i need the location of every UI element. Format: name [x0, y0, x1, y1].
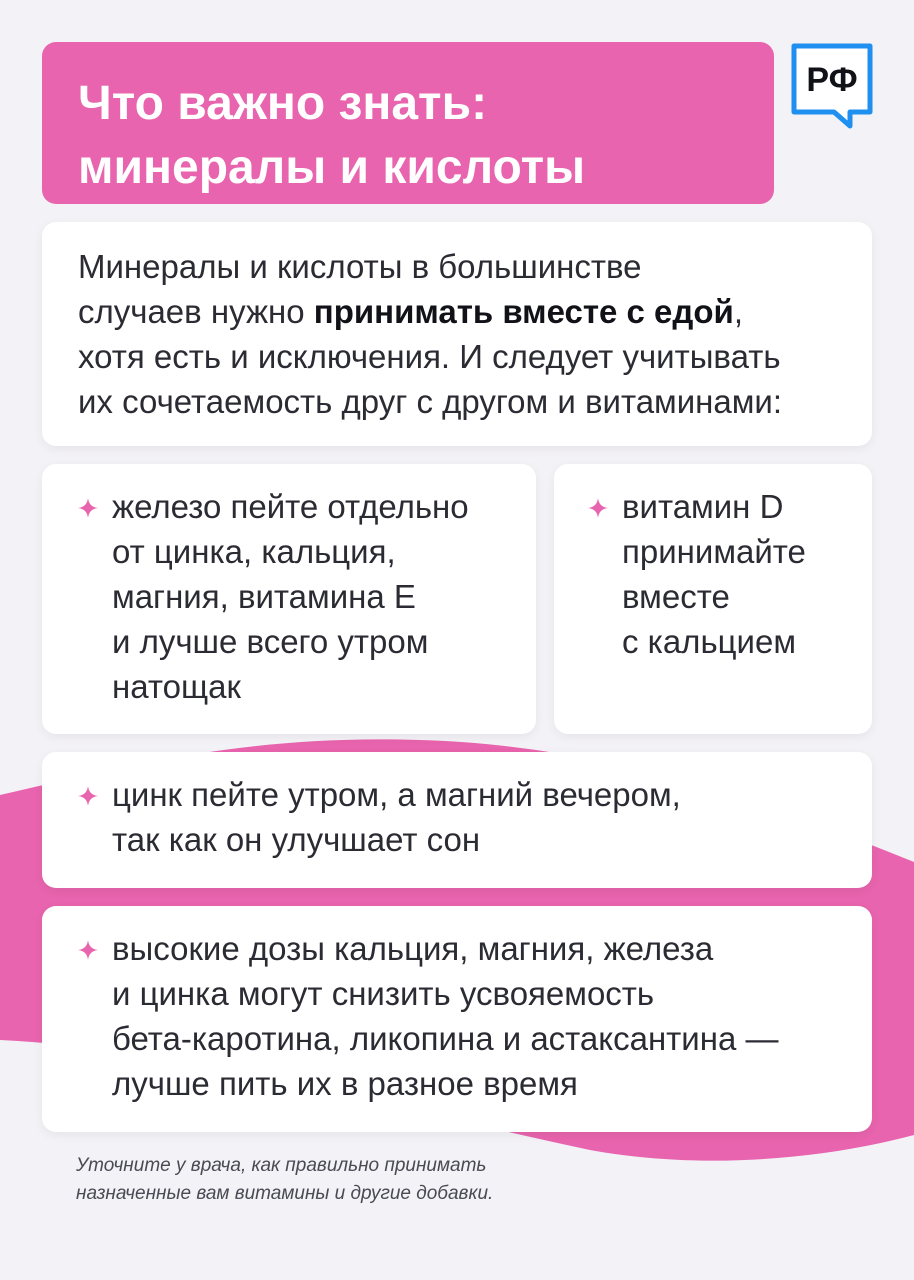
intro-text [78, 244, 836, 424]
tip-line: витамин D [622, 488, 784, 525]
title-banner [42, 42, 774, 204]
tip-line: принимайте [622, 533, 806, 570]
tip-line: железо пейте отдельно [112, 488, 469, 525]
tip-line: магния, витамина Е [112, 578, 416, 615]
tip-line: и лучше всего утром [112, 623, 429, 660]
tip-line: так как он улучшает сон [112, 821, 481, 858]
sparkle-icon [78, 786, 98, 806]
footnote-line-1: Уточните у врача, как правильно принимать [76, 1155, 487, 1176]
tip-card-iron [42, 464, 536, 734]
intro-card [42, 222, 872, 446]
intro-line-1: Минералы и кислоты в большинстве [78, 248, 642, 285]
list-item [554, 484, 872, 664]
tip-line: натощак [112, 668, 241, 705]
list-item [42, 772, 872, 862]
list-item [42, 926, 872, 1106]
intro-line-4: их сочетаемость друг с другом и витаминами: [78, 383, 783, 420]
footnote-line-2: назначенные вам витамины и другие добавки. [76, 1183, 494, 1204]
logo-text: РФ [806, 61, 858, 99]
tip-line: лучше пить их в разное время [112, 1065, 578, 1102]
intro-line-2: случаев нужно принимать вместе с едой, [78, 293, 743, 330]
tip-line: высокие дозы кальция, магния, железа [112, 930, 714, 967]
footnote [76, 1152, 493, 1208]
tip-card-high-doses [42, 906, 872, 1132]
tip-line: от цинка, кальция, [112, 533, 396, 570]
tip-card-zinc-magnesium [42, 752, 872, 888]
tip-line: цинк пейте утром, а магний вечером, [112, 776, 681, 813]
intro-line-3: хотя есть и исключения. И следует учитывать [78, 338, 781, 375]
sparkle-icon [78, 498, 98, 518]
title-line-2: минералы и кислоты [78, 141, 586, 194]
intro-bold: принимать вместе с едой [313, 293, 734, 330]
title-line-1: Что важно знать: [78, 77, 488, 130]
tip-line: с кальцием [622, 623, 797, 660]
tip-line: вместе [622, 578, 730, 615]
tip-line: бета-каротина, ликопина и астаксантина — [112, 1020, 779, 1057]
speech-bubble-icon [790, 42, 874, 130]
tip-card-vitamin-d [554, 464, 872, 734]
sparkle-icon [588, 498, 608, 518]
sparkle-icon [78, 940, 98, 960]
list-item [42, 484, 536, 709]
tip-line: и цинка могут снизить усвояемость [112, 975, 655, 1012]
